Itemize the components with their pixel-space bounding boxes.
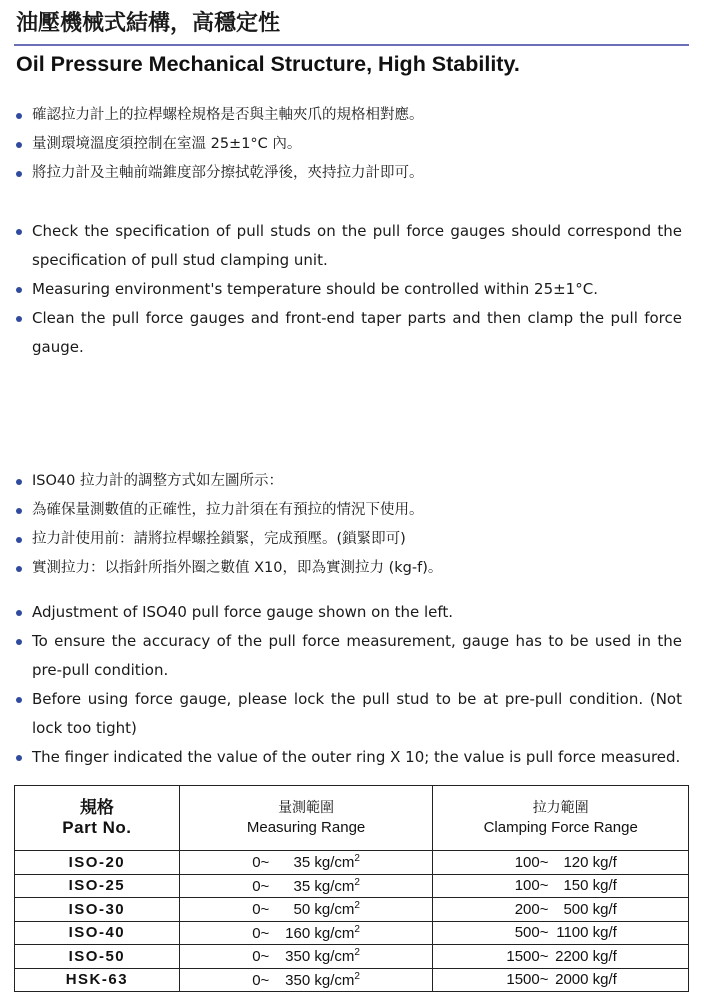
measuring-unit-exponent: 2 bbox=[354, 900, 360, 912]
measuring-unit: kg/cm bbox=[314, 901, 355, 919]
clamping-max: 2000 bbox=[555, 971, 589, 989]
list-item-text: 確認拉力計上的拉桿螺栓規格是否與主軸夾爪的規格相對應。 bbox=[32, 107, 424, 123]
list-item-text: 將拉力計及主軸前端錐度部分擦拭乾淨後，夾持拉力計即可。 bbox=[32, 165, 424, 181]
list-item bbox=[0, 130, 682, 159]
clamping-min: 200~ bbox=[514, 900, 549, 918]
list-item-text: To ensure the accuracy of the pull force measurement, gauge has to be used in the pre-pull condition. bbox=[32, 632, 682, 679]
table-header-row bbox=[15, 786, 689, 851]
measuring-unit-exponent: 2 bbox=[354, 923, 360, 935]
measuring-min: 0~ bbox=[252, 877, 270, 895]
bullet-dot-icon bbox=[16, 755, 22, 761]
clamping-min: 100~ bbox=[514, 877, 549, 895]
measuring-min: 0~ bbox=[252, 971, 270, 989]
list-item bbox=[0, 101, 682, 130]
measuring-max: 50 bbox=[293, 901, 311, 919]
table-row bbox=[15, 874, 689, 898]
table-row bbox=[15, 945, 689, 969]
list-item-text: 實測拉力：以指針所指外圈之數值 X10，即為實測拉力 (kg-f)。 bbox=[32, 560, 443, 576]
measuring-min: 0~ bbox=[252, 948, 270, 966]
clamping-min: 500~ bbox=[514, 924, 549, 942]
cell-part-no: ISO-30 bbox=[15, 898, 180, 922]
page-title-chinese: 油壓機械式結構，高穩定性 bbox=[16, 11, 281, 36]
cell-part-no: ISO-25 bbox=[15, 874, 180, 898]
cell-measuring-range bbox=[179, 874, 433, 898]
clamping-max: 150 bbox=[563, 877, 589, 895]
cell-part-no: ISO-50 bbox=[15, 945, 180, 969]
cell-clamping-range bbox=[433, 945, 689, 969]
list-item bbox=[0, 525, 682, 554]
measuring-max: 35 bbox=[293, 877, 311, 895]
cell-clamping-range bbox=[433, 921, 689, 945]
specification-table bbox=[14, 785, 689, 992]
table-row bbox=[15, 851, 689, 875]
header-measuring-zh: 量測範圍 bbox=[278, 800, 335, 816]
clamping-unit: kg/f bbox=[592, 947, 617, 965]
list-item bbox=[0, 217, 682, 275]
clamping-unit: kg/f bbox=[592, 900, 617, 918]
bullet-dot-icon bbox=[16, 566, 22, 572]
clamping-min: 1500~ bbox=[506, 971, 549, 989]
clamping-max: 2200 bbox=[555, 947, 589, 965]
bullet-dot-icon bbox=[16, 287, 22, 293]
bullet-dot-icon bbox=[16, 316, 22, 322]
measuring-unit-exponent: 2 bbox=[354, 947, 360, 959]
table-row bbox=[15, 898, 689, 922]
list-item bbox=[0, 627, 682, 685]
header-part-zh: 規格 bbox=[79, 798, 114, 818]
measuring-min: 0~ bbox=[252, 901, 270, 919]
clamping-unit: kg/f bbox=[592, 924, 617, 942]
cell-part-no: HSK-63 bbox=[15, 968, 180, 992]
bullet-dot-icon bbox=[16, 697, 22, 703]
adjustment-list-chinese bbox=[0, 467, 682, 583]
bullet-dot-icon bbox=[16, 639, 22, 645]
instructions-list-chinese-1 bbox=[0, 101, 682, 188]
cell-clamping-range bbox=[433, 851, 689, 875]
title-divider bbox=[14, 44, 689, 46]
list-item bbox=[0, 496, 682, 525]
measuring-min: 0~ bbox=[252, 924, 270, 942]
cell-measuring-range bbox=[179, 851, 433, 875]
cell-measuring-range bbox=[179, 968, 433, 992]
measuring-max: 35 bbox=[293, 854, 311, 872]
list-item-text: 為確保量測數值的正確性，拉力計須在有預拉的情況下使用。 bbox=[32, 502, 424, 518]
cell-measuring-range bbox=[179, 945, 433, 969]
cell-measuring-range bbox=[179, 921, 433, 945]
list-item bbox=[0, 685, 682, 743]
list-item-text: Clean the pull force gauges and front-end taper parts and then clamp the pull force gauge. bbox=[32, 309, 682, 356]
list-item-text: Before using force gauge, please lock the pull stud to be at pre-pull condition. (Not lock too tight) bbox=[32, 690, 682, 737]
list-item bbox=[0, 743, 682, 772]
cell-clamping-range bbox=[433, 898, 689, 922]
measuring-unit-exponent: 2 bbox=[354, 876, 360, 888]
list-item-text: ISO40 拉力計的調整方式如左圖所示： bbox=[32, 473, 283, 489]
clamping-unit: kg/f bbox=[592, 971, 617, 989]
cell-measuring-range bbox=[179, 898, 433, 922]
clamping-max: 120 bbox=[563, 853, 589, 871]
bullet-dot-icon bbox=[16, 142, 22, 148]
bullet-dot-icon bbox=[16, 610, 22, 616]
bullet-dot-icon bbox=[16, 537, 22, 543]
list-item bbox=[0, 275, 682, 304]
bullet-dot-icon bbox=[16, 171, 22, 177]
header-clamping-zh: 拉力範圍 bbox=[532, 800, 589, 816]
list-item-text: 拉力計使用前：請將拉桿螺拴鎖緊，完成預壓。(鎖緊即可) bbox=[32, 531, 406, 547]
bullet-dot-icon bbox=[16, 479, 22, 485]
cell-clamping-range bbox=[433, 968, 689, 992]
cell-clamping-range bbox=[433, 874, 689, 898]
bullet-dot-icon bbox=[16, 113, 22, 119]
list-item-text: Measuring environment's temperature should be controlled within 25±1°C. bbox=[32, 280, 598, 298]
table-row bbox=[15, 968, 689, 992]
bullet-dot-icon bbox=[16, 508, 22, 514]
header-measuring-en: Measuring Range bbox=[246, 819, 366, 836]
measuring-unit-exponent: 2 bbox=[354, 970, 360, 982]
list-item bbox=[0, 467, 682, 496]
page-title-english: Oil Pressure Mechanical Structure, High Stability. bbox=[16, 52, 520, 76]
list-item bbox=[0, 159, 682, 188]
header-part-no bbox=[15, 786, 180, 851]
bullet-dot-icon bbox=[16, 229, 22, 235]
list-item bbox=[0, 554, 682, 583]
clamping-max: 500 bbox=[563, 900, 589, 918]
measuring-unit: kg/cm bbox=[314, 877, 355, 895]
measuring-unit: kg/cm bbox=[314, 971, 355, 989]
measuring-max: 350 bbox=[285, 948, 311, 966]
list-item bbox=[0, 304, 682, 362]
list-item-text: 量測環境溫度須控制在室溫 25±1°C 內。 bbox=[32, 136, 302, 152]
measuring-min: 0~ bbox=[252, 854, 270, 872]
clamping-max: 1100 bbox=[556, 924, 589, 942]
header-measuring-range bbox=[179, 786, 433, 851]
measuring-unit: kg/cm bbox=[314, 948, 355, 966]
header-clamping-range bbox=[433, 786, 689, 851]
list-item-text: Check the specification of pull studs on the pull force gauges should correspond the specification of pull stud clamping unit. bbox=[32, 222, 682, 269]
clamping-min: 100~ bbox=[514, 853, 549, 871]
measuring-max: 350 bbox=[285, 971, 311, 989]
cell-part-no: ISO-20 bbox=[15, 851, 180, 875]
header-part-en: Part No. bbox=[62, 818, 132, 837]
table-body bbox=[15, 851, 689, 992]
clamping-unit: kg/f bbox=[592, 877, 617, 895]
measuring-unit: kg/cm bbox=[314, 924, 355, 942]
cell-part-no: ISO-40 bbox=[15, 921, 180, 945]
instructions-list-english-1 bbox=[0, 217, 682, 362]
measuring-unit-exponent: 2 bbox=[354, 853, 360, 865]
clamping-min: 1500~ bbox=[506, 947, 549, 965]
measuring-unit: kg/cm bbox=[314, 854, 355, 872]
clamping-unit: kg/f bbox=[592, 853, 617, 871]
table-row bbox=[15, 921, 689, 945]
header-clamping-en: Clamping Force Range bbox=[483, 819, 638, 836]
measuring-max: 160 bbox=[285, 924, 311, 942]
adjustment-list-english bbox=[0, 598, 682, 772]
list-item-text: The finger indicated the value of the outer ring X 10; the value is pull force measured. bbox=[32, 748, 681, 766]
list-item bbox=[0, 598, 682, 627]
list-item-text: Adjustment of ISO40 pull force gauge shown on the left. bbox=[32, 603, 454, 621]
